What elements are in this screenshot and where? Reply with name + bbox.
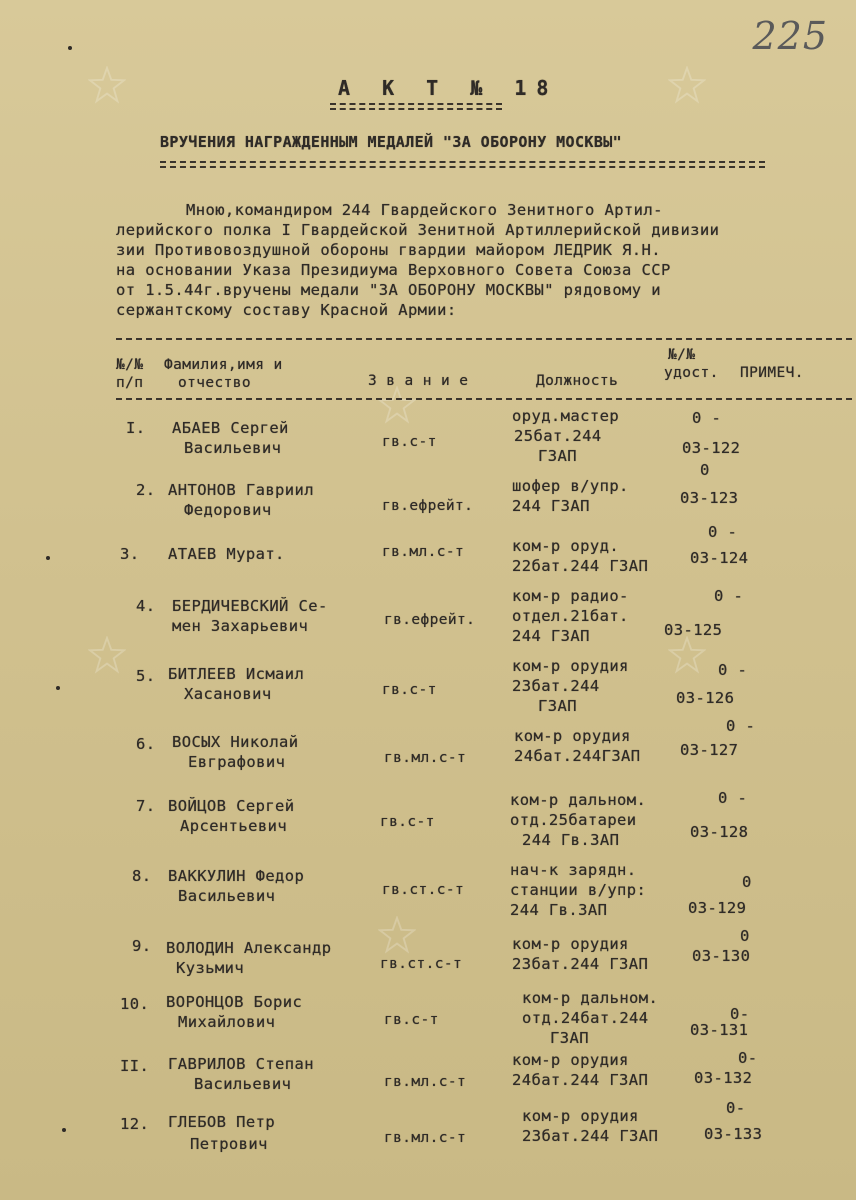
position-line: ком-р оруд. xyxy=(512,537,620,555)
position-line: оруд.мастер xyxy=(512,407,620,425)
margin-speck xyxy=(62,1128,66,1132)
row-patronymic: Евграфович xyxy=(188,753,286,771)
header-rank: З в а н и е xyxy=(368,373,469,389)
row-rank: гв.с-т xyxy=(382,434,437,450)
row-number: 2. xyxy=(136,481,156,499)
row-cert-mark: 0 xyxy=(740,927,750,945)
row-cert-number: 03-124 xyxy=(690,549,749,567)
document-subtitle: ВРУЧЕНИЯ НАГРАЖДЕННЫМ МЕДАЛЕЙ "ЗА ОБОРОНУ МОСКВЫ" xyxy=(160,133,623,151)
header-position: Должность xyxy=(536,373,619,389)
position-line: 23бат.244 xyxy=(512,677,600,695)
row-cert-number: 03-123 xyxy=(680,489,739,507)
row-cert-number: 03-131 xyxy=(690,1021,749,1039)
row-cert-number: 03-129 xyxy=(688,899,747,917)
position-line: 244 ГЗАП xyxy=(512,627,590,645)
row-patronymic: мен Захарьевич xyxy=(172,617,309,635)
row-surname: ВОСЫХ Николай xyxy=(172,733,299,751)
row-patronymic: Арсентьевич xyxy=(180,817,288,835)
intro-line: на основании Указа Президиума Верховного Совета Союза ССР xyxy=(116,261,671,279)
row-position xyxy=(512,536,648,576)
row-rank: гв.ст.с-т xyxy=(382,882,465,898)
row-cert-number: 03-130 xyxy=(692,947,751,965)
row-position xyxy=(522,1106,658,1146)
position-line: 244 ГЗАП xyxy=(512,497,590,515)
intro-paragraph xyxy=(116,200,719,320)
row-cert-mark: 0 - xyxy=(692,409,722,427)
header-name xyxy=(164,356,283,392)
row-number: 4. xyxy=(136,597,156,615)
row-number: 9. xyxy=(132,937,152,955)
position-line: 244 Гв.ЗАП xyxy=(522,831,620,849)
row-cert-number: 03-125 xyxy=(664,621,723,639)
row-patronymic: Васильевич xyxy=(194,1075,292,1093)
row-position xyxy=(512,476,629,516)
row-cert-mark: 0 - xyxy=(718,661,748,679)
row-position xyxy=(512,406,619,466)
margin-speck xyxy=(56,686,60,690)
header-cert xyxy=(664,346,719,382)
row-cert-number: 03-132 xyxy=(694,1069,753,1087)
row-cert-mark: 0 - xyxy=(718,789,748,807)
row-cert-mark: 0- xyxy=(726,1099,746,1117)
row-patronymic: Кузьмич xyxy=(176,959,245,977)
table-top-rule xyxy=(116,338,852,340)
row-number: 12. xyxy=(120,1115,150,1133)
watermark-star-icon xyxy=(378,386,416,424)
row-surname: АТАЕВ Мурат. xyxy=(168,545,285,563)
header-num xyxy=(116,356,143,392)
row-position xyxy=(510,790,646,850)
row-patronymic: Федорович xyxy=(184,501,272,519)
row-cert-mark: 0- xyxy=(730,1005,750,1023)
intro-line: сержантскому составу Красной Армии: xyxy=(116,301,457,319)
watermark-star-icon xyxy=(668,66,706,104)
row-number: 10. xyxy=(120,995,150,1013)
row-position xyxy=(514,726,641,766)
position-line: 23бат.244 ГЗАП xyxy=(512,955,649,973)
position-line: ГЗАП xyxy=(550,1029,589,1047)
position-line: 24бат.244 ГЗАП xyxy=(512,1071,649,1089)
row-rank: гв.ст.с-т xyxy=(380,956,463,972)
intro-line: лерийского полка I Гвардейской Зенитной Артиллерийской дивизии xyxy=(116,221,720,239)
position-line: ком-р орудия xyxy=(512,935,629,953)
row-rank: гв.с-т xyxy=(382,682,437,698)
position-line: 24бат.244ГЗАП xyxy=(514,747,641,765)
position-line: отд.24бат.244 xyxy=(522,1009,649,1027)
row-rank: гв.с-т xyxy=(380,814,435,830)
row-surname: ГЛЕБОВ Петр xyxy=(168,1113,276,1131)
watermark-star-icon xyxy=(668,636,706,674)
row-rank: гв.ефрейт. xyxy=(382,498,474,514)
position-line: отд.25батареи xyxy=(510,811,637,829)
watermark-star-icon xyxy=(378,916,416,954)
position-line: ком-р радио- xyxy=(512,587,629,605)
row-rank: гв.мл.с-т xyxy=(384,750,467,766)
row-number: 8. xyxy=(132,867,152,885)
row-cert-number: 03-127 xyxy=(680,741,739,759)
header-cert-line: №/№ xyxy=(668,347,696,363)
row-number: 7. xyxy=(136,797,156,815)
row-cert-number: 03-126 xyxy=(676,689,735,707)
row-cert-number: 03-122 xyxy=(682,439,741,457)
intro-line: зии Противовоздушной обороны гвардии майором ЛЕДРИК Я.Н. xyxy=(116,241,661,259)
position-line: ком-р дальном. xyxy=(522,989,659,1007)
position-line: ком-р орудия xyxy=(512,657,629,675)
row-surname: ВАККУЛИН Федор xyxy=(168,867,305,885)
position-line: ком-р дальном. xyxy=(510,791,647,809)
position-line: 244 Гв.ЗАП xyxy=(510,901,608,919)
position-line: ГЗАП xyxy=(538,447,577,465)
title-underline xyxy=(330,103,502,105)
archive-page-number: 225 xyxy=(752,14,828,58)
row-surname: АНТОНОВ Гавриил xyxy=(168,481,314,499)
header-num-line: п/п xyxy=(116,375,144,391)
document-title: А К Т № 18 xyxy=(338,76,559,100)
row-number: I. xyxy=(126,419,146,437)
header-note: ПРИМЕЧ. xyxy=(740,365,804,381)
watermark-star-icon xyxy=(88,636,126,674)
row-position xyxy=(512,1050,648,1090)
row-position xyxy=(522,988,658,1048)
margin-speck xyxy=(68,46,72,50)
title-underline xyxy=(330,108,502,110)
position-line: 25бат.244 xyxy=(514,427,602,445)
position-line: ком-р орудия xyxy=(514,727,631,745)
header-name-line: отчество xyxy=(178,375,252,391)
row-position xyxy=(510,860,646,920)
row-patronymic: Петрович xyxy=(190,1135,268,1153)
row-surname: БИТЛЕЕВ Исмаил xyxy=(168,665,305,683)
row-patronymic: Васильевич xyxy=(178,887,276,905)
row-patronymic: Васильевич xyxy=(184,439,282,457)
position-line: ком-р орудия xyxy=(522,1107,639,1125)
position-line: ком-р орудия xyxy=(512,1051,629,1069)
header-bottom-rule xyxy=(116,398,852,400)
position-line: 22бат.244 ГЗАП xyxy=(512,557,649,575)
row-cert-mark: 0- xyxy=(738,1049,758,1067)
row-cert-mark: 0 - xyxy=(726,717,756,735)
position-line: отдел.21бат. xyxy=(512,607,629,625)
row-rank: гв.мл.с-т xyxy=(384,1130,467,1146)
row-cert-mark: 0 xyxy=(700,461,710,479)
row-rank: гв.мл.с-т xyxy=(382,544,465,560)
row-rank: гв.мл.с-т xyxy=(384,1074,467,1090)
row-patronymic: Хасанович xyxy=(184,685,272,703)
row-surname: АБАЕВ Сергей xyxy=(172,419,289,437)
row-surname: ВОЙЦОВ Сергей xyxy=(168,797,295,815)
row-position xyxy=(512,586,629,646)
header-cert-line: удост. xyxy=(664,365,719,381)
position-line: ГЗАП xyxy=(538,697,577,715)
row-surname: БЕРДИЧЕВСКИЙ Се- xyxy=(172,597,328,615)
position-line: станции в/упр: xyxy=(510,881,647,899)
row-number: 5. xyxy=(136,667,156,685)
row-rank: гв.ефрейт. xyxy=(384,612,476,628)
watermark-star-icon xyxy=(88,66,126,104)
row-cert-mark: 0 - xyxy=(714,587,744,605)
subtitle-underline xyxy=(160,166,765,168)
header-num-line: №/№ xyxy=(116,357,144,373)
row-rank: гв.с-т xyxy=(384,1012,439,1028)
row-number: 3. xyxy=(120,545,140,563)
row-cert-mark: 0 xyxy=(742,873,752,891)
row-surname: ВОЛОДИН Александр xyxy=(166,939,332,957)
subtitle-underline xyxy=(160,161,765,163)
position-line: 23бат.244 ГЗАП xyxy=(522,1127,659,1145)
header-name-line: Фамилия,имя и xyxy=(164,357,283,373)
intro-line: Мною,командиром 244 Гвардейского Зенитного Артил- xyxy=(186,201,663,219)
position-line: шофер в/упр. xyxy=(512,477,629,495)
row-cert-number: 03-133 xyxy=(704,1125,763,1143)
row-patronymic: Михайлович xyxy=(178,1013,276,1031)
position-line: нач-к зарядн. xyxy=(510,861,637,879)
margin-speck xyxy=(46,556,50,560)
row-number: 6. xyxy=(136,735,156,753)
row-cert-mark: 0 - xyxy=(708,523,738,541)
row-number: II. xyxy=(120,1057,150,1075)
intro-line: от 1.5.44г.вручены медали "ЗА ОБОРОНУ МОСКВЫ" рядовому и xyxy=(116,281,661,299)
row-surname: ГАВРИЛОВ Степан xyxy=(168,1055,314,1073)
row-position xyxy=(512,934,648,974)
row-cert-number: 03-128 xyxy=(690,823,749,841)
row-surname: ВОРОНЦОВ Борис xyxy=(166,993,303,1011)
row-position xyxy=(512,656,629,716)
